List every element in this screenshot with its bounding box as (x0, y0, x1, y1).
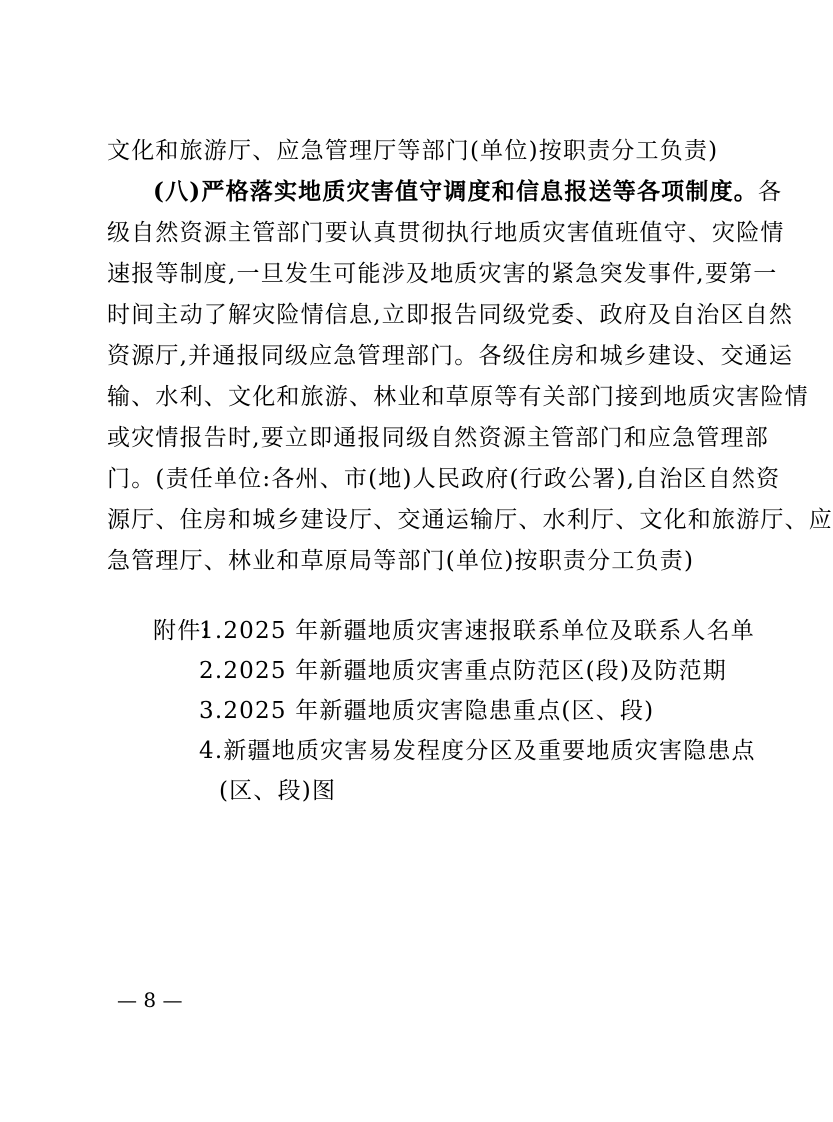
body-line-8: 或灾情报告时,要立即通报同级自然资源主管部门和应急管理部 (107, 425, 769, 451)
body-line-7: 输、水利、文化和旅游、林业和草原等有关部门接到地质灾害险情 (107, 384, 809, 410)
attachment-item-4: 4.新疆地质灾害易发程度分区及重要地质灾害隐患点 (199, 738, 756, 764)
body-line-6: 资源厅,并通报同级应急管理部门。各级住房和城乡建设、交通运 (107, 343, 794, 369)
attachment-item-4-continued: (区、段)图 (219, 778, 337, 804)
body-line-10: 源厅、住房和城乡建设厅、交通运输厅、水利厅、文化和旅游厅、应 (107, 507, 833, 533)
attachment-item-3: 3.2025 年新疆地质灾害隐患重点(区、段) (199, 698, 655, 724)
attachment-item-1: 1.2025 年新疆地质灾害速报联系单位及联系人名单 (199, 618, 755, 644)
section-8-heading: (八)严格落实地质灾害值守调度和信息报送等各项制度。 (153, 178, 758, 205)
body-line-5: 时间主动了解灾险情信息,立即报告同级党委、政府及自治区自然 (107, 302, 794, 328)
body-line-11: 急管理厅、林业和草原局等部门(单位)按职责分工负责) (107, 548, 695, 574)
body-line-3: 级自然资源主管部门要认真贯彻执行地质灾害值班值守、灾险情 (107, 220, 785, 246)
section-8-line (153, 172, 783, 212)
body-line-1: 文化和旅游厅、应急管理厅等部门(单位)按职责分工负责) (107, 138, 719, 164)
body-line-9: 门。(责任单位:各州、市(地)人民政府(行政公署),自治区自然资 (107, 466, 781, 492)
attachment-item-2: 2.2025 年新疆地质灾害重点防范区(段)及防范期 (199, 658, 727, 684)
body-line-4: 速报等制度,一旦发生可能涉及地质灾害的紧急突发事件,要第一 (107, 261, 778, 287)
page-number: — 8 — (117, 988, 183, 1012)
attachments-label: 附件: (153, 618, 211, 644)
section-8-tail: 各 (757, 179, 783, 205)
